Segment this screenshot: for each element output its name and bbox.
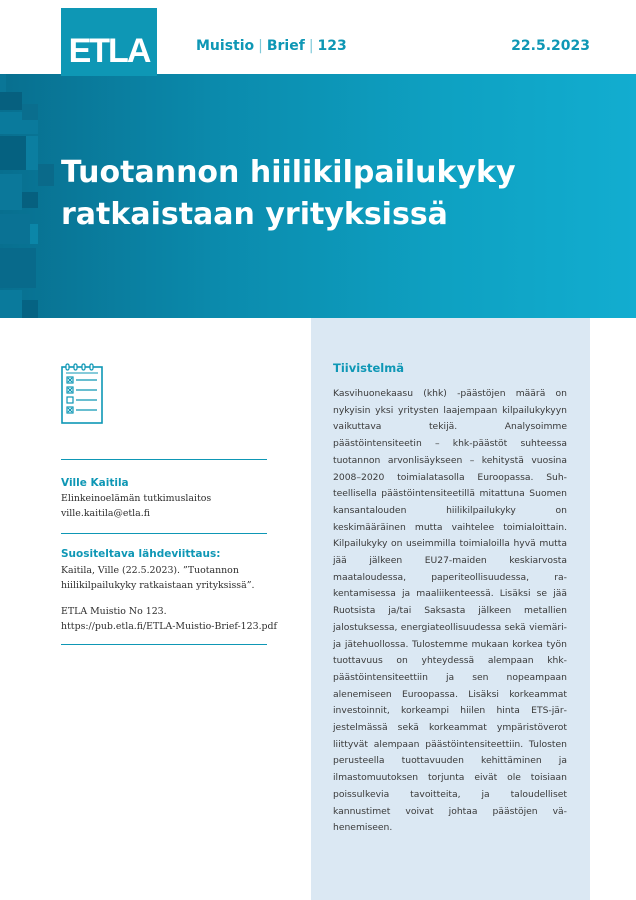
page-title <box>61 152 581 236</box>
decor-square <box>22 192 38 208</box>
logo-text: ETLA <box>68 32 150 70</box>
title-line: ratkaistaan yrityksissä <box>61 197 448 232</box>
decor-square <box>0 92 22 110</box>
publication-date: 22.5.2023 <box>511 38 590 54</box>
decor-square <box>38 164 54 186</box>
citation-line: Kaitila, Ville (22.5.2023). ”Tuotannon <box>61 565 239 576</box>
decor-square <box>0 136 26 170</box>
series-separator: | <box>308 38 314 54</box>
decor-square <box>22 104 38 120</box>
series-type-en: Brief <box>266 38 305 54</box>
title-line: Tuotannon hiilikilpailukyky <box>61 155 516 190</box>
decor-square <box>30 224 38 244</box>
series-number: 123 <box>317 38 347 54</box>
decor-square <box>0 290 22 318</box>
divider <box>61 533 267 534</box>
author-affiliation: Elinkeinoelämän tutkimuslaitos <box>61 493 212 504</box>
abstract-heading: Tiivistelmä <box>333 361 404 375</box>
series-type: Muistio <box>196 38 255 54</box>
author-name: Ville Kaitila <box>61 477 129 489</box>
publication-series <box>196 38 347 54</box>
series-separator: | <box>258 38 263 54</box>
author-email: ville.kaitila@etla.fi <box>61 508 150 519</box>
decor-square <box>22 300 38 318</box>
decor-square <box>0 174 22 210</box>
etla-logo <box>61 8 157 76</box>
publication-reference: ETLA Muistio No 123. <box>61 606 167 617</box>
citation-line: hiilikilpailukyky ratkaistaan yrityksissä”. <box>61 580 255 591</box>
decor-square <box>0 214 30 244</box>
citation-text <box>61 563 281 593</box>
divider <box>61 459 267 460</box>
abstract-text: Kasvihuonekaasu (khk) -päästöjen määrä on nykyisin yksi yritysten laajempaan kilpailukykyyn vaikuttava tekijä. Analysoimme päästöintensiteetin – khk-päästöt suhteessa tuotannon arvonlisäykseen – kehitystä vuosina 2008–2020 toimialatasolla Euroopassa. Suhteellisella päästöintensiteetillä mitattuna Suomen kansantalouden hiilikilpailukyky on keskimääräinen mutta vaihtelee toimialoittain. Kilpailukyky on useimmilla toimialoilla hyvä mutta jää jälkeen EU27-maiden keskiarvosta maataloudessa, paperiteollisuudessa, rakentamisessa ja maaliikenteessä. Lisäksi se jää Ruotsista ja/tai Saksasta jälkeen metallien jalostuksessa, energiateollisuudessa sekä viemäri- ja jätehuollossa. Tulostemme mukaan korkea työn tuottavuus on yhteydessä alempaan khk-päästöintensiteettiin ja sen nopeampaan alenemiseen Euroopassa. Lisäksi korkeammat investoinnit, korkeampi hiilen hinta ETS-järjestelmässä sekä korkeammat ympäristöverot liittyvät alempaan päästöintensiteettiin. Tulosten perusteella tuottavuuden kehittäminen ja ilmastomuutoksen torjunta eivät ole toisiaan poissulkevia tavoitteita, ja taloudelliset kannustimet voivat johtaa päästöjen vähenemiseen. <box>333 388 567 834</box>
checklist-clipboard-icon <box>61 362 103 424</box>
citation-heading: Suositeltava lähdeviittaus: <box>61 548 221 560</box>
divider <box>61 644 267 645</box>
decor-square <box>0 248 36 288</box>
decor-square <box>26 136 38 170</box>
publication-url[interactable]: https://pub.etla.fi/ETLA-Muistio-Brief-123.pdf <box>61 621 278 632</box>
